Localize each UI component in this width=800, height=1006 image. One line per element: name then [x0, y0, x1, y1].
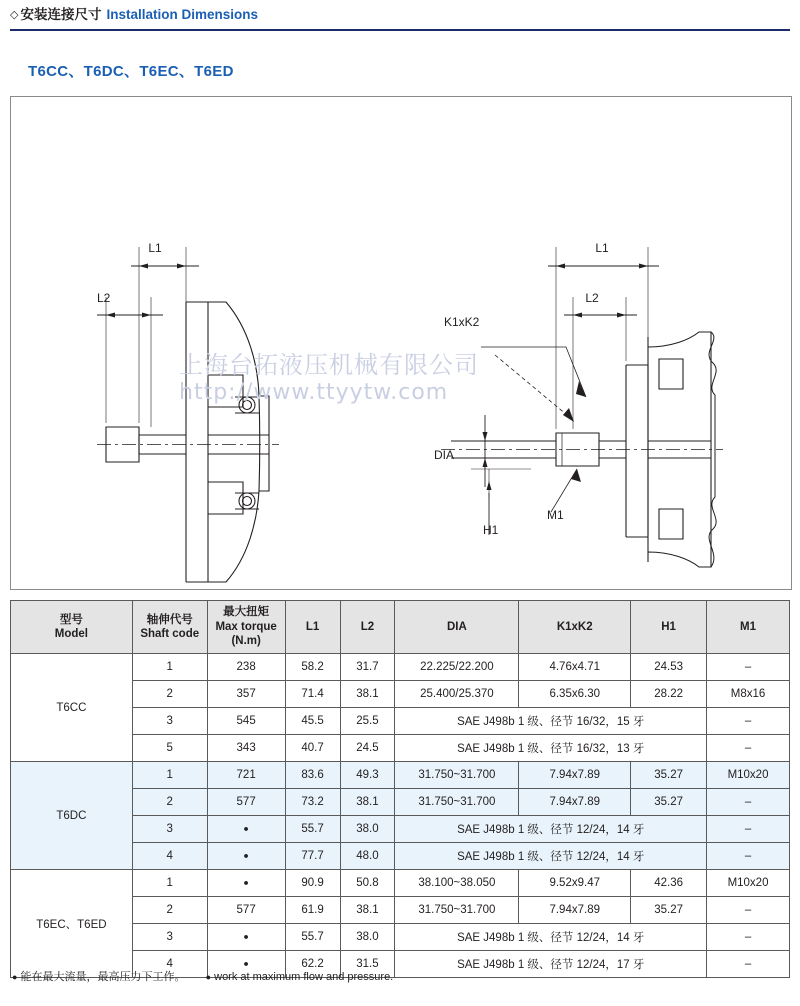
cell-max-torque: 357 — [207, 681, 285, 708]
label-l1-left: L1 — [148, 241, 162, 255]
cell-h1: 35.27 — [631, 897, 707, 924]
cell-dia-spec: SAE J498b 1 级、径节 12/24，14 牙 — [395, 816, 707, 843]
cell-m1: – — [707, 789, 790, 816]
cell-h1: 35.27 — [631, 789, 707, 816]
bullet-icon-en: ● — [205, 972, 212, 983]
th-torque-cn: 最大扭矩 — [223, 606, 270, 619]
dimensions-table-wrap — [10, 600, 790, 978]
cell-l2: 50.8 — [340, 870, 395, 897]
cell-m1: – — [707, 708, 790, 735]
cell-l1: 62.2 — [285, 951, 340, 978]
cell-k1xk2: 6.35x6.30 — [519, 681, 631, 708]
cell-max-torque: 238 — [207, 654, 285, 681]
cell-k1xk2: 9.52x9.47 — [519, 870, 631, 897]
cell-dia-spec: SAE J498b 1 级、径节 12/24，14 牙 — [395, 843, 707, 870]
cell-l2: 49.3 — [340, 762, 395, 789]
th-torque-unit: (N.m) — [231, 635, 261, 648]
dimensions-table — [10, 600, 790, 978]
th-shaft-en: Shaft code — [140, 628, 200, 640]
table-header-row — [11, 601, 790, 654]
cell-h1: 35.27 — [631, 762, 707, 789]
cell-model: T6EC、T6ED — [11, 870, 133, 978]
cell-dia-spec: SAE J498b 1 级、径节 16/32，13 牙 — [395, 735, 707, 762]
table-row — [11, 762, 790, 789]
cell-dia: 31.750~31.700 — [395, 762, 519, 789]
th-dia: DIA — [395, 601, 519, 654]
cell-shaft-code: 2 — [132, 789, 207, 816]
label-l1-right: L1 — [595, 241, 609, 255]
model-heading: T6CC、T6DC、T6EC、T6ED — [28, 63, 234, 80]
cell-m1: – — [707, 654, 790, 681]
label-l2-left: L2 — [97, 291, 111, 305]
cell-l2: 38.1 — [340, 897, 395, 924]
cell-dia: 22.225/22.200 — [395, 654, 519, 681]
footnote-text-cn: 能在最大流量，最高压力下工作。 — [20, 971, 186, 983]
cell-k1xk2: 7.94x7.89 — [519, 762, 631, 789]
cell-dia: 31.750~31.700 — [395, 789, 519, 816]
cell-max-torque: 721 — [207, 762, 285, 789]
dot-icon: ● — [243, 931, 249, 942]
label-k1xk2: K1xK2 — [444, 315, 480, 329]
cell-dia-spec: SAE J498b 1 级、径节 16/32，15 牙 — [395, 708, 707, 735]
cell-shaft-code: 3 — [132, 708, 207, 735]
cell-shaft-code: 2 — [132, 897, 207, 924]
cell-shaft-code: 1 — [132, 654, 207, 681]
cell-m1: – — [707, 951, 790, 978]
cell-l2: 31.5 — [340, 951, 395, 978]
footnote-text-en: work at maximum flow and pressure. — [214, 971, 394, 983]
page-title-en: Installation Dimensions — [106, 7, 258, 22]
th-torque-en: Max torque — [215, 620, 277, 633]
th-m1: M1 — [707, 601, 790, 654]
cell-shaft-code: 1 — [132, 870, 207, 897]
cell-l1: 77.7 — [285, 843, 340, 870]
cell-m1: M10x20 — [707, 762, 790, 789]
th-max-torque — [207, 601, 285, 654]
cell-model: T6CC — [11, 654, 133, 762]
label-dia: DIA — [433, 448, 454, 462]
installation-drawing — [11, 97, 791, 589]
bullet-icon-cn: ● — [12, 972, 18, 983]
cell-l1: 90.9 — [285, 870, 340, 897]
table-row — [11, 870, 790, 897]
th-l2: L2 — [340, 601, 395, 654]
cell-max-torque: 343 — [207, 735, 285, 762]
th-h1: H1 — [631, 601, 707, 654]
page-header — [10, 7, 790, 31]
cell-h1: 42.36 — [631, 870, 707, 897]
cell-l1: 55.7 — [285, 816, 340, 843]
watermark-url: http://www.ttyytw.com — [179, 380, 449, 405]
cell-l1: 83.6 — [285, 762, 340, 789]
cell-l2: 25.5 — [340, 708, 395, 735]
cell-m1: M8x16 — [707, 681, 790, 708]
cell-l1: 61.9 — [285, 897, 340, 924]
watermark-company: 上海台拓液压机械有限公司 — [179, 351, 479, 379]
cell-shaft-code: 4 — [132, 951, 207, 978]
th-model-en: Model — [54, 628, 89, 640]
cell-shaft-code: 3 — [132, 924, 207, 951]
cell-dia: 38.100~38.050 — [395, 870, 519, 897]
cell-l1: 55.7 — [285, 924, 340, 951]
cell-h1: 28.22 — [631, 681, 707, 708]
th-l1: L1 — [285, 601, 340, 654]
cell-h1: 24.53 — [631, 654, 707, 681]
cell-shaft-code: 1 — [132, 762, 207, 789]
cell-max-torque — [207, 924, 285, 951]
cell-max-torque: 577 — [207, 897, 285, 924]
drawing-frame — [10, 96, 792, 590]
cell-dia-spec: SAE J498b 1 级、径节 12/24，17 牙 — [395, 951, 707, 978]
cell-m1: – — [707, 816, 790, 843]
cell-max-torque: 577 — [207, 789, 285, 816]
th-model — [11, 601, 133, 654]
cell-l2: 31.7 — [340, 654, 395, 681]
cell-m1: – — [707, 897, 790, 924]
dot-icon: ● — [243, 850, 249, 861]
label-m1: M1 — [547, 508, 564, 522]
cell-k1xk2: 4.76x4.71 — [519, 654, 631, 681]
cell-l1: 45.5 — [285, 708, 340, 735]
cell-m1: – — [707, 843, 790, 870]
table-head — [11, 601, 790, 654]
cell-m1: – — [707, 924, 790, 951]
cell-max-torque: 545 — [207, 708, 285, 735]
cell-l2: 38.1 — [340, 789, 395, 816]
cell-dia: 31.750~31.700 — [395, 897, 519, 924]
page-title-cn: 安装连接尺寸 — [20, 7, 102, 22]
cell-l2: 24.5 — [340, 735, 395, 762]
cell-dia: 25.400/25.370 — [395, 681, 519, 708]
label-h1: H1 — [483, 523, 499, 537]
cell-shaft-code: 5 — [132, 735, 207, 762]
th-model-cn: 型号 — [59, 613, 83, 626]
cell-shaft-code: 4 — [132, 843, 207, 870]
table-row — [11, 654, 790, 681]
th-shaft-cn: 轴伸代号 — [146, 613, 193, 626]
cell-l1: 73.2 — [285, 789, 340, 816]
cell-model: T6DC — [11, 762, 133, 870]
cell-k1xk2: 7.94x7.89 — [519, 897, 631, 924]
cell-l1: 40.7 — [285, 735, 340, 762]
cell-l1: 58.2 — [285, 654, 340, 681]
footnote — [12, 968, 393, 984]
cell-l2: 38.1 — [340, 681, 395, 708]
cell-m1: – — [707, 735, 790, 762]
cell-l2: 38.0 — [340, 816, 395, 843]
cell-l2: 48.0 — [340, 843, 395, 870]
cell-max-torque — [207, 843, 285, 870]
th-k1xk2: K1xK2 — [519, 601, 631, 654]
cell-l2: 38.0 — [340, 924, 395, 951]
cell-m1: M10x20 — [707, 870, 790, 897]
cell-l1: 71.4 — [285, 681, 340, 708]
table-body — [11, 654, 790, 978]
label-l2-right: L2 — [585, 291, 599, 305]
dot-icon: ● — [243, 958, 249, 969]
cell-k1xk2: 7.94x7.89 — [519, 789, 631, 816]
dot-icon: ● — [243, 823, 249, 834]
cell-dia-spec: SAE J498b 1 级、径节 12/24，14 牙 — [395, 924, 707, 951]
cell-max-torque — [207, 816, 285, 843]
diamond-icon: ◇ — [10, 9, 19, 21]
cell-max-torque — [207, 870, 285, 897]
th-shaft-code — [132, 601, 207, 654]
cell-shaft-code: 2 — [132, 681, 207, 708]
cell-shaft-code: 3 — [132, 816, 207, 843]
dot-icon: ● — [243, 877, 249, 888]
